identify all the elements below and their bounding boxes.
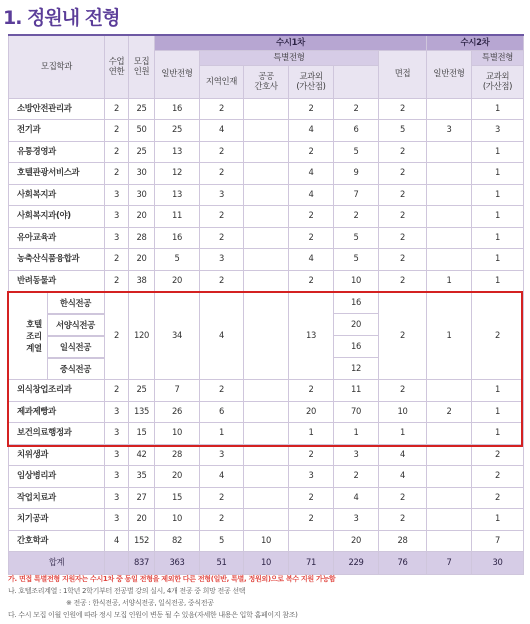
cell-years: 3 — [105, 206, 129, 228]
cell-g2: 4 — [379, 444, 427, 466]
total-quota: 837 — [129, 552, 155, 575]
cell-edu2 — [427, 487, 472, 509]
cell-int: 20 — [334, 530, 379, 552]
cell-int: 1 — [334, 423, 379, 445]
table-row — [9, 120, 524, 142]
hotel-edu: 13 — [289, 292, 334, 380]
hotel-nurse — [244, 292, 289, 380]
cell-g2: 2 — [379, 163, 427, 185]
header-public-nurse — [244, 65, 289, 98]
header-sci-edu — [289, 65, 334, 98]
cell-nurse — [244, 249, 289, 271]
hotel-major-name: 한식전공 — [47, 292, 105, 314]
cell-int: 2 — [334, 98, 379, 120]
cell-reg3: 1 — [472, 227, 524, 249]
cell-edu: 2 — [289, 444, 334, 466]
cell-g1: 26 — [155, 401, 200, 423]
cell-nurse — [244, 487, 289, 509]
cell-quota: 30 — [129, 163, 155, 185]
cell-edu: 2 — [289, 487, 334, 509]
cell-nurse — [244, 466, 289, 488]
cell-reg: 2 — [200, 206, 244, 228]
header-interview: 면접 — [379, 50, 427, 98]
cell-edu: 3 — [289, 466, 334, 488]
cell-g2: 2 — [379, 487, 427, 509]
cell-reg: 2 — [200, 227, 244, 249]
cell-nurse — [244, 227, 289, 249]
cell-g1: 20 — [155, 270, 200, 292]
cell-edu: 20 — [289, 401, 334, 423]
cell-reg3: 3 — [472, 120, 524, 142]
cell-edu2 — [427, 249, 472, 271]
notes — [8, 573, 523, 621]
cell-g1: 7 — [155, 380, 200, 402]
table-row — [9, 380, 524, 402]
cell-years: 3 — [105, 487, 129, 509]
table-row — [9, 401, 524, 423]
cell-reg3: 1 — [472, 509, 524, 531]
cell-nurse — [244, 184, 289, 206]
cell-g1: 10 — [155, 423, 200, 445]
cell-edu2 — [427, 184, 472, 206]
cell-years: 2 — [105, 120, 129, 142]
dept-name: 유통경영과 — [9, 141, 105, 163]
cell-int: 5 — [334, 227, 379, 249]
cell-years: 3 — [105, 444, 129, 466]
cell-edu2 — [427, 163, 472, 185]
dept-name: 제과제빵과 — [9, 401, 105, 423]
cell-quota: 15 — [129, 423, 155, 445]
table-row — [9, 466, 524, 488]
note-1: 가. 면접 특별전형 지원자는 수시1차 중 동일 전형을 제외한 다른 전형(일반, 특별, 정원외)으로 복수 지원 가능함 — [8, 575, 336, 583]
cell-reg: 2 — [200, 487, 244, 509]
cell-years: 3 — [105, 227, 129, 249]
dept-name: 작업치료과 — [9, 487, 105, 509]
cell-reg: 2 — [200, 98, 244, 120]
hotel-major-interview: 16 — [334, 336, 379, 358]
cell-nurse — [244, 380, 289, 402]
table-row — [9, 530, 524, 552]
table-row — [9, 184, 524, 206]
cell-nurse — [244, 98, 289, 120]
hotel-general: 34 — [155, 292, 200, 380]
cell-quota: 20 — [129, 509, 155, 531]
cell-reg3: 1 — [472, 98, 524, 120]
table-row — [9, 509, 524, 531]
cell-edu2 — [427, 98, 472, 120]
total-interview: 229 — [334, 552, 379, 575]
cell-reg3: 1 — [472, 184, 524, 206]
cell-int: 7 — [334, 184, 379, 206]
cell-g2: 1 — [379, 423, 427, 445]
note-4: 다. 수시 모집 이월 인원에 따라 정시 모집 인원이 변동 될 수 있음(자세한 내용은 입학 홈페이지 참조) — [8, 611, 298, 619]
cell-quota: 35 — [129, 466, 155, 488]
cell-g2: 2 — [379, 206, 427, 228]
cell-edu: 2 — [289, 206, 334, 228]
cell-int: 2 — [334, 206, 379, 228]
cell-edu: 4 — [289, 120, 334, 142]
cell-g1: 25 — [155, 120, 200, 142]
table-row — [9, 163, 524, 185]
hotel-major-name: 중식전공 — [47, 358, 105, 380]
cell-edu: 4 — [289, 163, 334, 185]
total-general-3: 30 — [472, 552, 524, 575]
hotel-regional: 4 — [200, 292, 244, 380]
total-edu: 71 — [289, 552, 334, 575]
hotel-general-2: 2 — [379, 292, 427, 380]
table-row — [9, 141, 524, 163]
cell-edu: 2 — [289, 98, 334, 120]
cell-g2: 2 — [379, 227, 427, 249]
hotel-general-3: 2 — [472, 292, 524, 380]
dept-name: 소방안전관리과 — [9, 98, 105, 120]
header-rolling1: 수시1차 — [155, 35, 427, 50]
cell-years: 2 — [105, 249, 129, 271]
note-2: 나. 호텔조리계열 : 1학년 2학기부터 전공별 강의 실시, 4개 전공 중 희망 전공 선택 — [8, 587, 246, 595]
cell-edu: 4 — [289, 184, 334, 206]
cell-edu: 2 — [289, 509, 334, 531]
table-row — [9, 249, 524, 271]
cell-g2: 2 — [379, 98, 427, 120]
cell-reg3: 1 — [472, 423, 524, 445]
table-row — [9, 227, 524, 249]
cell-g1: 12 — [155, 163, 200, 185]
cell-g1: 82 — [155, 530, 200, 552]
cell-reg: 2 — [200, 163, 244, 185]
cell-reg3: 2 — [472, 487, 524, 509]
cell-quota: 152 — [129, 530, 155, 552]
total-edu-2: 7 — [427, 552, 472, 575]
hotel-years: 2 — [105, 292, 129, 380]
header-sci-edu-2-label: 교과외 (가산점) — [482, 70, 513, 91]
cell-g1: 13 — [155, 141, 200, 163]
cell-g1: 15 — [155, 487, 200, 509]
cell-reg: 5 — [200, 530, 244, 552]
hotel-group-name: 호텔 조리 계열 — [26, 318, 42, 353]
cell-g2: 2 — [379, 270, 427, 292]
header-special-2: 특별전형 — [472, 50, 524, 65]
dept-name: 농축산식품융합과 — [9, 249, 105, 271]
cell-years: 3 — [105, 184, 129, 206]
cell-g1: 13 — [155, 184, 200, 206]
page-title: 1. 정원내 전형 — [3, 7, 120, 29]
table-row — [9, 270, 524, 292]
cell-reg: 2 — [200, 270, 244, 292]
cell-g2: 28 — [379, 530, 427, 552]
cell-years: 3 — [105, 466, 129, 488]
cell-quota: 27 — [129, 487, 155, 509]
dept-name: 외식창업조리과 — [9, 380, 105, 402]
cell-reg: 3 — [200, 444, 244, 466]
cell-g2: 2 — [379, 249, 427, 271]
cell-years: 2 — [105, 380, 129, 402]
cell-int: 9 — [334, 163, 379, 185]
cell-int: 10 — [334, 270, 379, 292]
cell-nurse — [244, 141, 289, 163]
cell-years: 4 — [105, 530, 129, 552]
hotel-major-interview: 16 — [334, 292, 379, 314]
hotel-quota: 120 — [129, 292, 155, 380]
cell-reg: 4 — [200, 120, 244, 142]
cell-g1: 20 — [155, 466, 200, 488]
cell-int: 11 — [334, 380, 379, 402]
cell-reg: 1 — [200, 423, 244, 445]
table-body-top — [9, 98, 524, 292]
cell-edu — [289, 530, 334, 552]
cell-nurse — [244, 401, 289, 423]
cell-years: 2 — [105, 270, 129, 292]
cell-nurse: 10 — [244, 530, 289, 552]
cell-reg: 4 — [200, 466, 244, 488]
cell-reg: 2 — [200, 509, 244, 531]
cell-edu2 — [427, 530, 472, 552]
cell-reg: 6 — [200, 401, 244, 423]
total-label: 합계 — [9, 552, 105, 575]
cell-int: 70 — [334, 401, 379, 423]
header-regional: 지역인재 — [200, 65, 244, 98]
cell-g1: 10 — [155, 509, 200, 531]
total-general-2: 76 — [379, 552, 427, 575]
cell-quota: 28 — [129, 227, 155, 249]
header-special-1: 특별전형 — [200, 50, 379, 65]
cell-int: 4 — [334, 487, 379, 509]
header-general-1: 일반전형 — [155, 50, 200, 98]
cell-years: 2 — [105, 98, 129, 120]
cell-int: 5 — [334, 141, 379, 163]
cell-g2: 5 — [379, 120, 427, 142]
dept-name: 호텔관광서비스과 — [9, 163, 105, 185]
cell-quota: 38 — [129, 270, 155, 292]
table-body-bottom — [9, 380, 524, 552]
cell-quota: 135 — [129, 401, 155, 423]
hotel-major-name: 서양식전공 — [47, 314, 105, 336]
cell-edu2 — [427, 141, 472, 163]
table-row — [9, 487, 524, 509]
header-years — [105, 35, 129, 98]
cell-quota: 25 — [129, 98, 155, 120]
cell-edu2: 3 — [427, 120, 472, 142]
dept-name: 사회복지과 — [9, 184, 105, 206]
cell-reg3: 1 — [472, 206, 524, 228]
cell-edu2 — [427, 206, 472, 228]
cell-int: 2 — [334, 466, 379, 488]
cell-nurse — [244, 163, 289, 185]
cell-years: 3 — [105, 509, 129, 531]
dept-name: 보건의료행정과 — [9, 423, 105, 445]
cell-edu2: 1 — [427, 270, 472, 292]
cell-edu2 — [427, 509, 472, 531]
dept-name: 유아교육과 — [9, 227, 105, 249]
cell-edu: 2 — [289, 380, 334, 402]
header-rolling2: 수시2차 — [427, 35, 524, 50]
cell-quota: 25 — [129, 380, 155, 402]
cell-quota: 42 — [129, 444, 155, 466]
cell-quota: 20 — [129, 206, 155, 228]
table-row — [9, 423, 524, 445]
hotel-edu-2: 1 — [427, 292, 472, 380]
cell-years: 2 — [105, 163, 129, 185]
cell-nurse — [244, 509, 289, 531]
cell-quota: 25 — [129, 141, 155, 163]
total-regional: 51 — [200, 552, 244, 575]
cell-int: 6 — [334, 120, 379, 142]
cell-reg3: 1 — [472, 249, 524, 271]
cell-g1: 16 — [155, 227, 200, 249]
cell-reg3: 1 — [472, 270, 524, 292]
cell-nurse — [244, 120, 289, 142]
dept-name: 치기공과 — [9, 509, 105, 531]
header-years-label: 수업 연한 — [108, 56, 125, 76]
cell-reg3: 1 — [472, 380, 524, 402]
cell-reg: 2 — [200, 380, 244, 402]
cell-g2: 2 — [379, 509, 427, 531]
cell-reg: 3 — [200, 184, 244, 206]
cell-g2: 2 — [379, 141, 427, 163]
table-row — [9, 98, 524, 120]
cell-edu: 2 — [289, 227, 334, 249]
cell-reg3: 7 — [472, 530, 524, 552]
cell-edu2 — [427, 423, 472, 445]
cell-reg: 3 — [200, 249, 244, 271]
note-3: ※ 전공 : 한식전공, 서양식전공, 일식전공, 중식전공 — [66, 599, 214, 607]
cell-int: 3 — [334, 509, 379, 531]
cell-edu: 2 — [289, 141, 334, 163]
cell-reg3: 1 — [472, 163, 524, 185]
cell-edu2 — [427, 227, 472, 249]
header-general-2: 일반전형 — [427, 50, 472, 98]
cell-edu: 1 — [289, 423, 334, 445]
cell-reg3: 2 — [472, 444, 524, 466]
cell-g2: 4 — [379, 466, 427, 488]
cell-g2: 2 — [379, 380, 427, 402]
cell-edu2 — [427, 380, 472, 402]
cell-edu2 — [427, 444, 472, 466]
cell-g1: 5 — [155, 249, 200, 271]
cell-reg3: 1 — [472, 401, 524, 423]
cell-nurse — [244, 270, 289, 292]
header-sci-edu-2 — [472, 65, 524, 98]
dept-name: 임상병리과 — [9, 466, 105, 488]
dept-name: 반려동물과 — [9, 270, 105, 292]
cell-g1: 11 — [155, 206, 200, 228]
cell-reg3: 1 — [472, 141, 524, 163]
total-nurse: 10 — [244, 552, 289, 575]
cell-g1: 16 — [155, 98, 200, 120]
cell-edu: 2 — [289, 270, 334, 292]
header-quota — [129, 35, 155, 98]
header-blank — [334, 65, 379, 98]
hotel-major-name: 일식전공 — [47, 336, 105, 358]
header-public-nurse-label: 공공 간호사 — [254, 70, 278, 91]
header-quota-label: 모집 인원 — [133, 56, 150, 76]
dept-name: 간호학과 — [9, 530, 105, 552]
cell-quota: 50 — [129, 120, 155, 142]
table-row — [9, 206, 524, 228]
cell-int: 5 — [334, 249, 379, 271]
cell-quota: 30 — [129, 184, 155, 206]
hotel-major-interview: 20 — [334, 314, 379, 336]
cell-years: 3 — [105, 423, 129, 445]
table-row — [9, 444, 524, 466]
header-dept: 모집학과 — [9, 35, 105, 98]
cell-years: 2 — [105, 141, 129, 163]
total-general: 363 — [155, 552, 200, 575]
cell-g2: 2 — [379, 184, 427, 206]
dept-name: 전기과 — [9, 120, 105, 142]
cell-quota: 20 — [129, 249, 155, 271]
cell-years: 3 — [105, 401, 129, 423]
cell-reg: 2 — [200, 141, 244, 163]
cell-g1: 28 — [155, 444, 200, 466]
cell-g2: 10 — [379, 401, 427, 423]
dept-name: 사회복지과(야) — [9, 206, 105, 228]
dept-name: 치위생과 — [9, 444, 105, 466]
hotel-major-interview: 12 — [334, 358, 379, 380]
cell-int: 3 — [334, 444, 379, 466]
cell-nurse — [244, 423, 289, 445]
cell-nurse — [244, 206, 289, 228]
cell-nurse — [244, 444, 289, 466]
cell-reg3: 2 — [472, 466, 524, 488]
cell-edu2 — [427, 466, 472, 488]
header-sci-edu-label: 교과외 (가산점) — [296, 70, 326, 91]
cell-edu2: 2 — [427, 401, 472, 423]
cell-edu: 4 — [289, 249, 334, 271]
total-years — [105, 552, 129, 575]
